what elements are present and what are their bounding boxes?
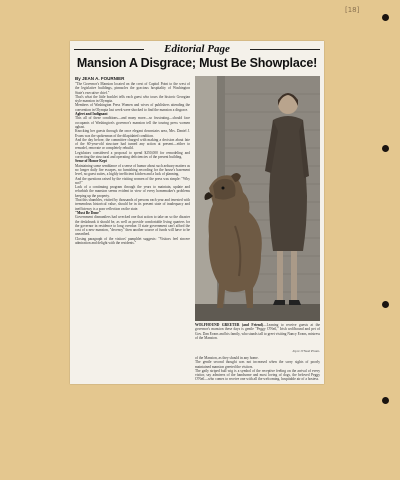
article-paragraph: Maintaining some semblance of a sense of humor about such arduary matters as no longer daily fire escapes, no furnishing recording for the house's basement level, no guest suites, a highly inefficient kitchen and a lack of planning. [75,163,190,177]
article-paragraph: Lack of a continuing program through the years to maintain, update and refurbish the mansion seems evident in view of every homemaker's problems keeping up the property. [75,185,190,198]
article-paragraph: Knocking her guests through the once elegant downstairs area, Mrs. Daniel J. Evans was the spokesman of the dilapidated condition. [75,129,190,138]
photo-caption [195,323,320,340]
article-paragraph: That this shambles, visited by thousands of persons each year and invested with tremendous historical value, should be in its present state of inadequacy and inefficiency is a poor reflection on the state. [75,198,190,211]
page-number: [18] [345,6,360,14]
photo-credit: Joyce O'Neal Photo. [292,349,320,353]
article-paragraph: This all of these conditions—and many more—so frustrating—should face occupants of Washington's governor's mansion tell the touring press women aghast. [75,116,190,129]
article-paragraph: Legislators considered a proposal to spend $250,000 for remodeling and correcting the structural and operating deficiencies of the present building. [75,150,190,160]
article-paragraph: Government dismantlers had wrecked one that action to take on so the disaster the deskdrunk it should be, as well as provide comfortable living quarters for the governor in residence to long overdue. If state government can't afford the cost of a new mansion, "decency" then another source of funds will have to be unearthed. [75,215,190,237]
photo-woman-and-wolfhound [195,76,320,321]
article-paragraph: Closing paragraph of the visitors' pamphlet suggests: "Visitors feel sincere admiration and delight with the residents." [75,236,190,245]
binder-hole [382,14,389,21]
headline: Mansion A Disgrace; Must Be Showplace! [76,56,318,70]
binder-hole [382,301,389,308]
article-column-2 [195,356,320,382]
binder-hole [382,397,389,404]
section-banner [70,44,324,54]
article-paragraph: And the questions raised by the visiting women of the press was simple: "Why not?" [75,176,190,185]
newspaper-clipping [70,41,324,384]
article-paragraph: The gentle second thought was not increased when the sorry sights of poorly maintained mansion greeted the visitors. [195,360,320,369]
news-photo [195,76,320,321]
article-paragraph: Members of Washington Press Women and wives of publishers attending the convention in Olympia last week were shocked to find the mansion a disgrace. [75,103,190,112]
article-paragraph: "The Governor's Mansion located on the crest of Capitol Point to the west of the legislative buildings, pinnacles the gracious hospitality of Washington State's executive chief." [75,82,190,95]
caption-text: —Leaning to receive guests at the governor's mansion these days is gentle "Peggy O'Neil," Irish wolfhound and pet of Gov. Dan Evans and his family, who stands tall to greet visiting Nancy Evans, mistress of the Mansion. [195,323,320,340]
binder-hole [382,145,389,152]
section-title: Editorial Page [164,43,230,55]
article-paragraph: And the day before, the committee charged with making a decision about fate of the 60-year-old structure had turned any action at present—either to remodel, renovate or completely rebuild. [75,137,190,151]
subheading: Agleet and Indignant [75,112,108,117]
article-paragraph: That's what the little booklet tells each guest who tours the historic Georgian style mansion in Olympia. [75,94,190,104]
article-paragraph: of the Mansion, as they should in any home. [195,356,259,360]
byline: By JEAN A. FOURNIER [75,76,125,81]
subheading: "Must Be Done" [75,210,101,215]
caption-lead: WOLFHOUND GREETER (and Friend) [195,323,263,327]
subheading: Sense of Honor Kept [75,159,107,164]
article-column-1 [75,82,190,380]
article-paragraph: The gaily striped bull wig is a symbol of the receptive feeling on the arrival of every visitor, say admirers of the handsome and most loving of dogs, the beloved Peggy O'Neil—who comes to receive one with all the welcoming, hospitable air of a hostess. [195,368,320,382]
